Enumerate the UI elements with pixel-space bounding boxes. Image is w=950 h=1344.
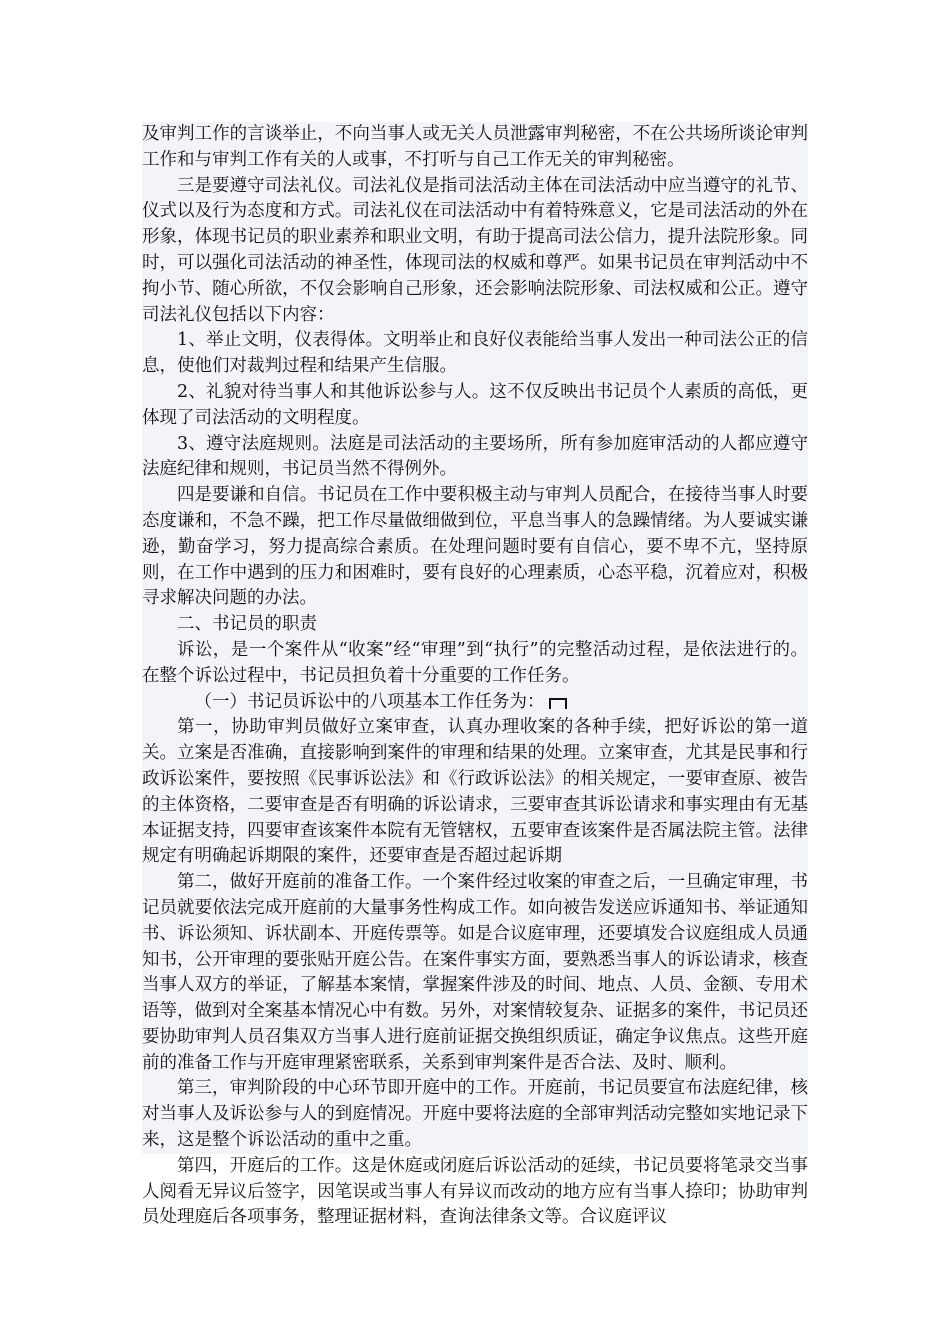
- paragraph: 第三，审判阶段的中心环节即开庭中的工作。开庭前，书记员要宣布法庭纪律，核对当事人及诉讼参与人的到庭情况。开庭中要将法庭的全部审判活动完整如实地记录下来，这是整个诉讼活动的重中之重。: [142, 1076, 808, 1153]
- paragraph: 第一，协助审判员做好立案审查，认真办理收案的各种手续，把好诉讼的第一道关。立案是否准确，直接影响到案件的审理和结果的处理。立案审查，尤其是民事和行政诉讼案件，要按照《民事诉讼法》和《行政诉讼法》的相关规定，一要审查原、被告的主体资格，二要审查是否有明确的诉讼请求，三要审查其诉讼请求和事实理由有无基本证据支持，四要审查该案件本院有无管辖权，五要审查该案件是否属法院主管。法律规定有明确起诉期限的案件，还要审查是否超过起诉期: [142, 715, 808, 870]
- paragraph: 诉讼，是一个案件从“收案”经“审理”到“执行”的完整活动过程，是依法进行的。在整个诉讼过程中，书记员担负着十分重要的工作任务。: [142, 638, 808, 690]
- paragraph: 第二，做好开庭前的准备工作。一个案件经过收案的审查之后，一旦确定审理，书记员就要依法完成开庭前的大量事务性构成工作。如向被告发送应诉通知书、举证通知书、诉讼须知、诉状副本、开庭传票等。如是合议庭审理，还要填发合议庭组成人员通知书，公开审理的要张贴开庭公告。在案件事实方面，要熟悉当事人的诉讼请求，核查当事人双方的举证，了解基本案情，掌握案件涉及的时间、地点、人员、金额、专用术语等，做到对全案基本情况心中有数。另外，对案情较复杂、证据多的案件，书记员还要协助审判人员召集双方当事人进行庭前证据交换组织质证，确定争议焦点。这些开庭前的准备工作与开庭审理紧密联系，关系到审判案件是否合法、及时、顺利。: [142, 870, 808, 1076]
- document-body: [142, 122, 808, 1231]
- subsection-heading: [142, 690, 808, 716]
- text-cursor-icon: [549, 698, 567, 709]
- paragraph: 及审判工作的言谈举止，不向当事人或无关人员泄露审判秘密，不在公共场所谈论审判工作和与审判工作有关的人或事，不打听与自己工作无关的审判秘密。: [142, 122, 808, 174]
- section-heading: 二、书记员的职责: [142, 612, 808, 638]
- paragraph: 1、举止文明，仪表得体。文明举止和良好仪表能给当事人发出一种司法公正的信息，使他们对裁判过程和结果产生信服。: [142, 328, 808, 380]
- paragraph: 四是要谦和自信。书记员在工作中要积极主动与审判人员配合，在接待当事人时要态度谦和，不急不躁，把工作尽量做细做到位，平息当事人的急躁情绪。为人要诚实谦逊，勤奋学习，努力提高综合素质。在处理问题时要有自信心，要不卑不亢，坚持原则，在工作中遇到的压力和困难时，要有良好的心理素质，心态平稳，沉着应对，积极寻求解决问题的办法。: [142, 483, 808, 612]
- subsection-heading-text: （一）书记员诉讼中的八项基本工作任务为：: [194, 691, 545, 712]
- paragraph: 3、遵守法庭规则。法庭是司法活动的主要场所，所有参加庭审活动的人都应遵守法庭纪律和规则，书记员当然不得例外。: [142, 432, 808, 484]
- paragraph: 三是要遵守司法礼仪。司法礼仪是指司法活动主体在司法活动中应当遵守的礼节、仪式以及行为态度和方式。司法礼仪在司法活动中有着特殊意义，它是司法活动的外在形象，体现书记员的职业素养和职业文明，有助于提高司法公信力，提升法院形象。同时，可以强化司法活动的神圣性，体现司法的权威和尊严。如果书记员在审判活动中不拘小节、随心所欲，不仅会影响自己形象，还会影响法院形象、司法权威和公正。遵守司法礼仪包括以下内容：: [142, 174, 808, 329]
- paragraph: 第四，开庭后的工作。这是休庭或闭庭后诉讼活动的延续，书记员要将笔录交当事人阅看无异议后签字，因笔误或当事人有异议而改动的地方应有当事人捺印；协助审判员处理庭后各项事务，整理证据材料，查询法律条文等。合议庭评议: [142, 1155, 808, 1228]
- paragraph: 2、礼貌对待当事人和其他诉讼参与人。这不仅反映出书记员个人素质的高低，更体现了司法活动的文明程度。: [142, 380, 808, 432]
